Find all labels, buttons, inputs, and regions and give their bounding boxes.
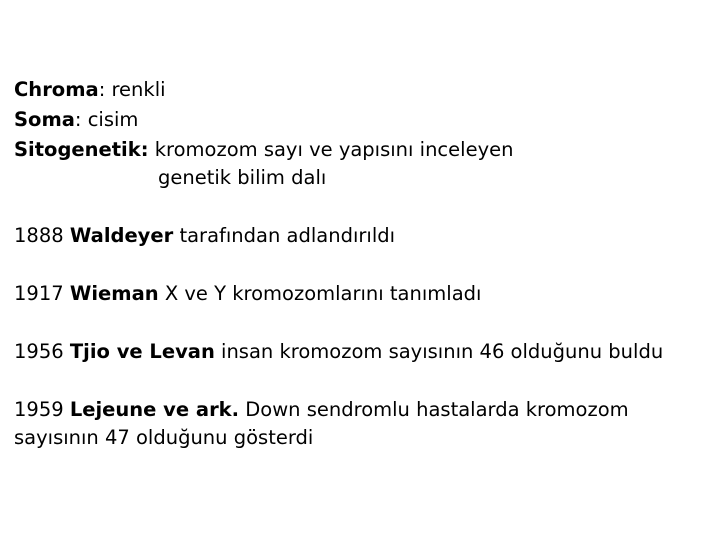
definition-chroma (14, 78, 166, 102)
text-1917: X ve Y kromozomlarını tanımladı (164, 282, 482, 305)
timeline-entry-1956 (14, 340, 663, 364)
definition-sitogenetik-continued (158, 166, 326, 190)
year-1959: 1959 (14, 398, 64, 421)
name-lejeune: Lejeune ve ark. (69, 398, 240, 421)
name-waldeyer: Waldeyer (69, 224, 174, 247)
term-sitogenetik: Sitogenetik: (14, 138, 149, 161)
name-tjio-levan: Tjio ve Levan (69, 340, 215, 363)
text-1888: tarafından adlandırıldı (179, 224, 396, 247)
name-wieman: Wieman (69, 282, 159, 305)
term-separator: : (98, 78, 112, 101)
term-separator: : (74, 108, 88, 131)
year-1956: 1956 (14, 340, 64, 363)
definition-soma (14, 108, 138, 132)
timeline-entry-1959-continued (14, 426, 313, 450)
year-1917: 1917 (14, 282, 64, 305)
term-chroma: Chroma (14, 78, 99, 101)
timeline-entry-1959 (14, 398, 629, 422)
meaning-sitogenetik-line2: genetik bilim dalı (158, 166, 327, 189)
definition-sitogenetik (14, 138, 513, 162)
meaning-soma: cisim (87, 108, 139, 131)
text-1959-line2: sayısının 47 olduğunu gösterdi (14, 426, 314, 449)
meaning-chroma: renkli (111, 78, 166, 101)
text-1959-line1: Down sendromlu hastalarda kromozom (245, 398, 629, 421)
year-1888: 1888 (14, 224, 64, 247)
text-1956: insan kromozom sayısının 46 olduğunu buldu (221, 340, 664, 363)
timeline-entry-1888 (14, 224, 395, 248)
meaning-sitogenetik-line1: kromozom sayı ve yapısını inceleyen (154, 138, 514, 161)
term-soma: Soma (14, 108, 75, 131)
timeline-entry-1917 (14, 282, 481, 306)
